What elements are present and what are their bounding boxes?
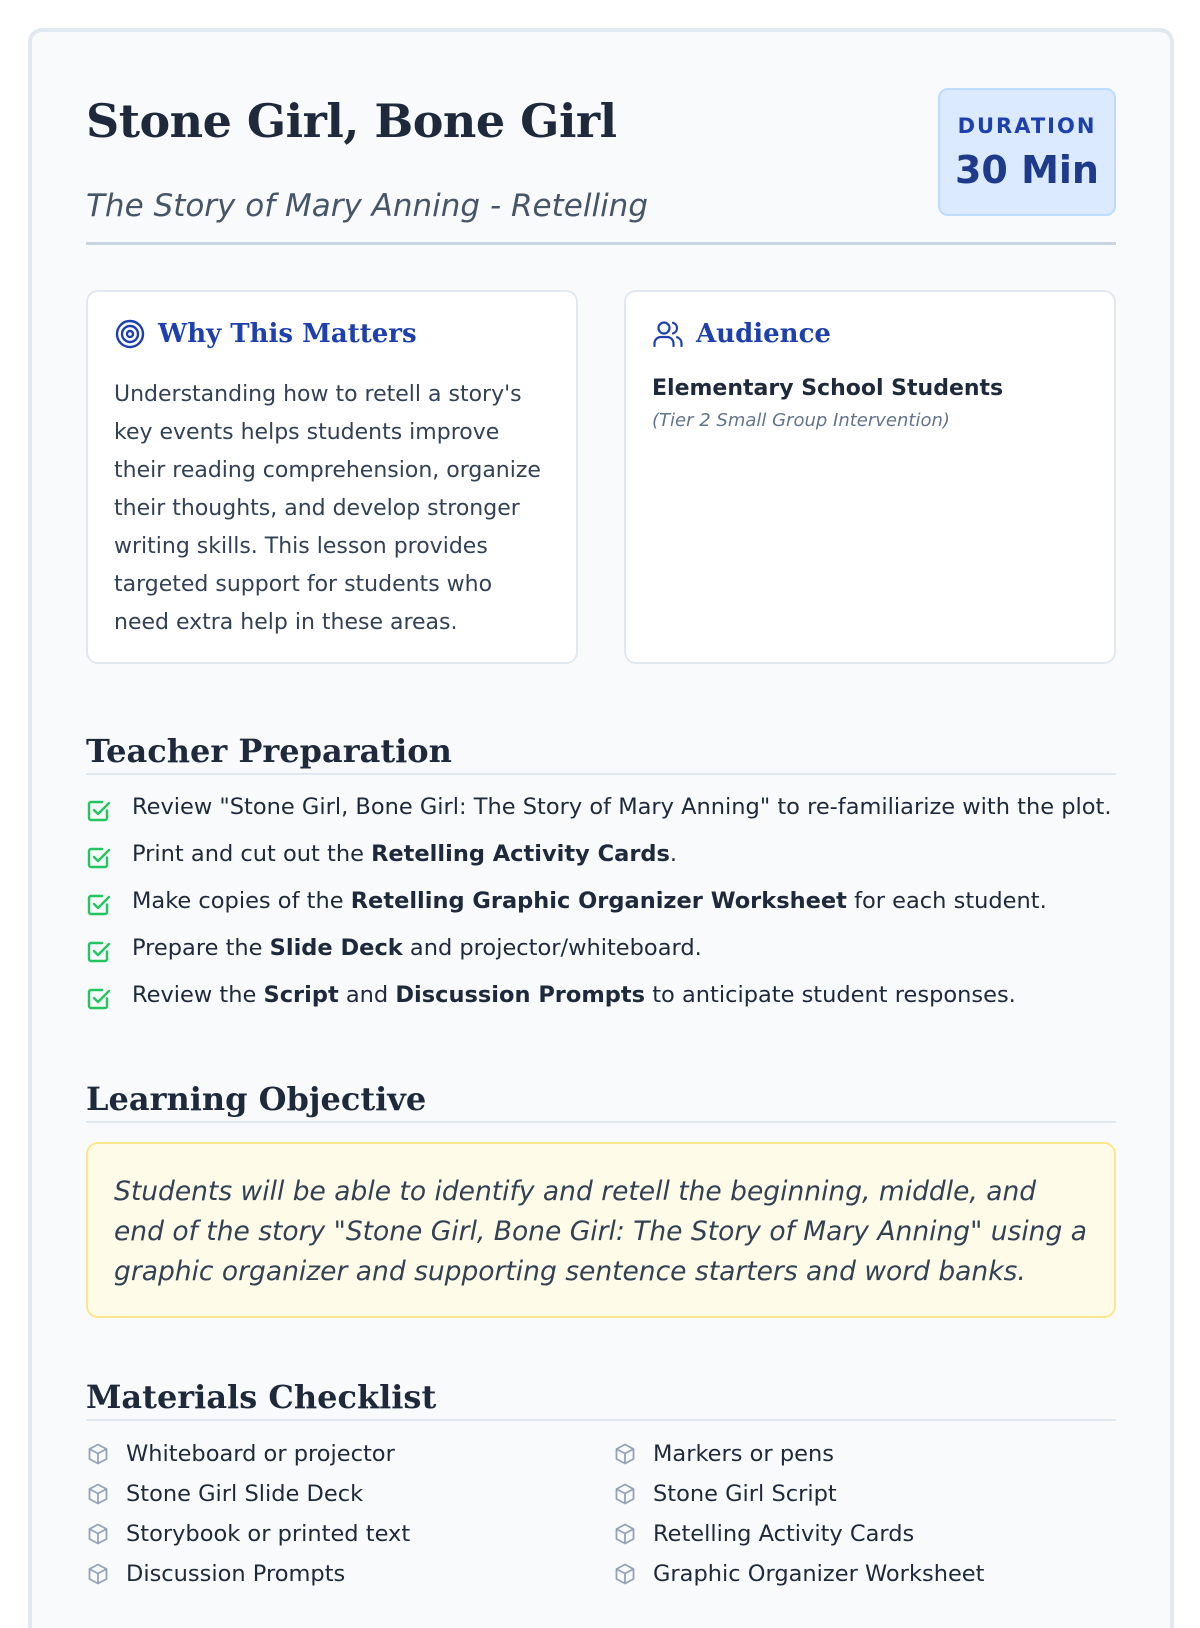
material-item: [613, 1434, 1093, 1474]
audience-note: (Tier 2 Small Group Intervention): [652, 410, 950, 431]
material-item: [613, 1474, 1093, 1514]
prep-item-emphasis: Retelling Graphic Organizer Worksheet: [350, 888, 847, 914]
material-item-label: Markers or pens: [653, 1441, 834, 1467]
objective-title: Learning Objective: [86, 1080, 427, 1118]
material-item-label: Whiteboard or projector: [126, 1441, 395, 1467]
material-item-label: Stone Girl Slide Deck: [126, 1481, 364, 1507]
audience-card: [624, 290, 1116, 664]
prep-item-segment: .: [669, 841, 678, 867]
checkbox-checked-icon: [86, 986, 112, 1012]
material-item-label: Stone Girl Script: [653, 1481, 837, 1507]
prep-item-segment: Review "Stone Girl, Bone Girl: The Story of Mary Anning" to re-familiarize with the plot.: [132, 794, 1112, 820]
package-icon: [613, 1442, 637, 1466]
material-item: [86, 1554, 566, 1594]
prep-item: [86, 982, 1116, 1029]
prep-item-text: [132, 841, 677, 867]
material-item: [613, 1554, 1093, 1594]
package-icon: [613, 1562, 637, 1586]
package-icon: [86, 1522, 110, 1546]
material-item: [86, 1514, 566, 1554]
prep-item-emphasis: Discussion Prompts: [395, 982, 646, 1008]
prep-item-segment: Print and cut out the: [132, 841, 372, 867]
package-icon: [613, 1522, 637, 1546]
prep-item-segment: Make copies of the: [132, 888, 351, 914]
audience-card-title: Audience: [696, 319, 831, 349]
header-divider: [86, 242, 1116, 245]
audience-name: Elementary School Students: [652, 376, 1004, 401]
prep-item-emphasis: Retelling Activity Cards: [371, 841, 670, 867]
material-item-label: Discussion Prompts: [126, 1561, 346, 1587]
lesson-page: [28, 28, 1174, 1628]
prep-item: [86, 841, 1116, 888]
why-this-matters-card: [86, 290, 578, 664]
material-item: [86, 1434, 566, 1474]
material-item-label: Graphic Organizer Worksheet: [653, 1561, 985, 1587]
materials-divider: [86, 1419, 1116, 1421]
duration-value: 30 Min: [954, 148, 1099, 192]
prep-item-text: [132, 982, 1016, 1008]
prep-item-emphasis: Slide Deck: [269, 935, 403, 961]
objective-box: Students will be able to identify and retell the beginning, middle, and end of the story "Stone Girl, Bone Girl: The Story of Mary Anning" using a graphic organizer and supporting sentence starters and word banks.: [86, 1142, 1116, 1318]
package-icon: [86, 1562, 110, 1586]
prep-item: [86, 794, 1116, 841]
duration-badge: [938, 88, 1116, 216]
package-icon: [613, 1482, 637, 1506]
prep-item-text: [132, 888, 1047, 914]
objective-divider: [86, 1121, 1116, 1123]
checkbox-checked-icon: [86, 939, 112, 965]
prep-item: [86, 935, 1116, 982]
material-item: [86, 1474, 566, 1514]
package-icon: [86, 1482, 110, 1506]
teacher-prep-list: [86, 794, 1116, 1029]
prep-item: [86, 888, 1116, 935]
prep-item-text: [132, 794, 1112, 820]
materials-column-2: [613, 1434, 1093, 1594]
teacher-prep-title: Teacher Preparation: [86, 732, 452, 770]
target-icon: [114, 318, 146, 350]
material-item-label: Retelling Activity Cards: [653, 1521, 915, 1547]
materials-column-1: [86, 1434, 566, 1594]
lesson-header: [86, 88, 1116, 242]
duration-label: DURATION: [957, 114, 1097, 138]
prep-item-segment: for each student.: [846, 888, 1047, 914]
checkbox-checked-icon: [86, 798, 112, 824]
prep-item-segment: and projector/whiteboard.: [402, 935, 702, 961]
why-card-title: Why This Matters: [158, 319, 417, 349]
prep-item-segment: Prepare the: [132, 935, 270, 961]
teacher-prep-divider: [86, 773, 1116, 775]
materials-title: Materials Checklist: [86, 1378, 437, 1416]
material-item: [613, 1514, 1093, 1554]
prep-item-segment: Review the: [132, 982, 264, 1008]
package-icon: [86, 1442, 110, 1466]
checkbox-checked-icon: [86, 892, 112, 918]
prep-item-segment: to anticipate student responses.: [645, 982, 1016, 1008]
checkbox-checked-icon: [86, 845, 112, 871]
prep-item-text: [132, 935, 702, 961]
prep-item-emphasis: Script: [263, 982, 339, 1008]
material-item-label: Storybook or printed text: [126, 1521, 411, 1547]
lesson-subtitle: The Story of Mary Anning - Retelling: [86, 188, 649, 224]
prep-item-segment: and: [338, 982, 396, 1008]
users-icon: [652, 318, 684, 350]
lesson-title: Stone Girl, Bone Girl: [86, 94, 617, 148]
why-card-body: Understanding how to retell a story's key events helps students improve their reading comprehension, organize their thoughts, and develop stronger writing skills. This lesson provides targeted support for students who need extra help in these areas.: [114, 382, 541, 635]
